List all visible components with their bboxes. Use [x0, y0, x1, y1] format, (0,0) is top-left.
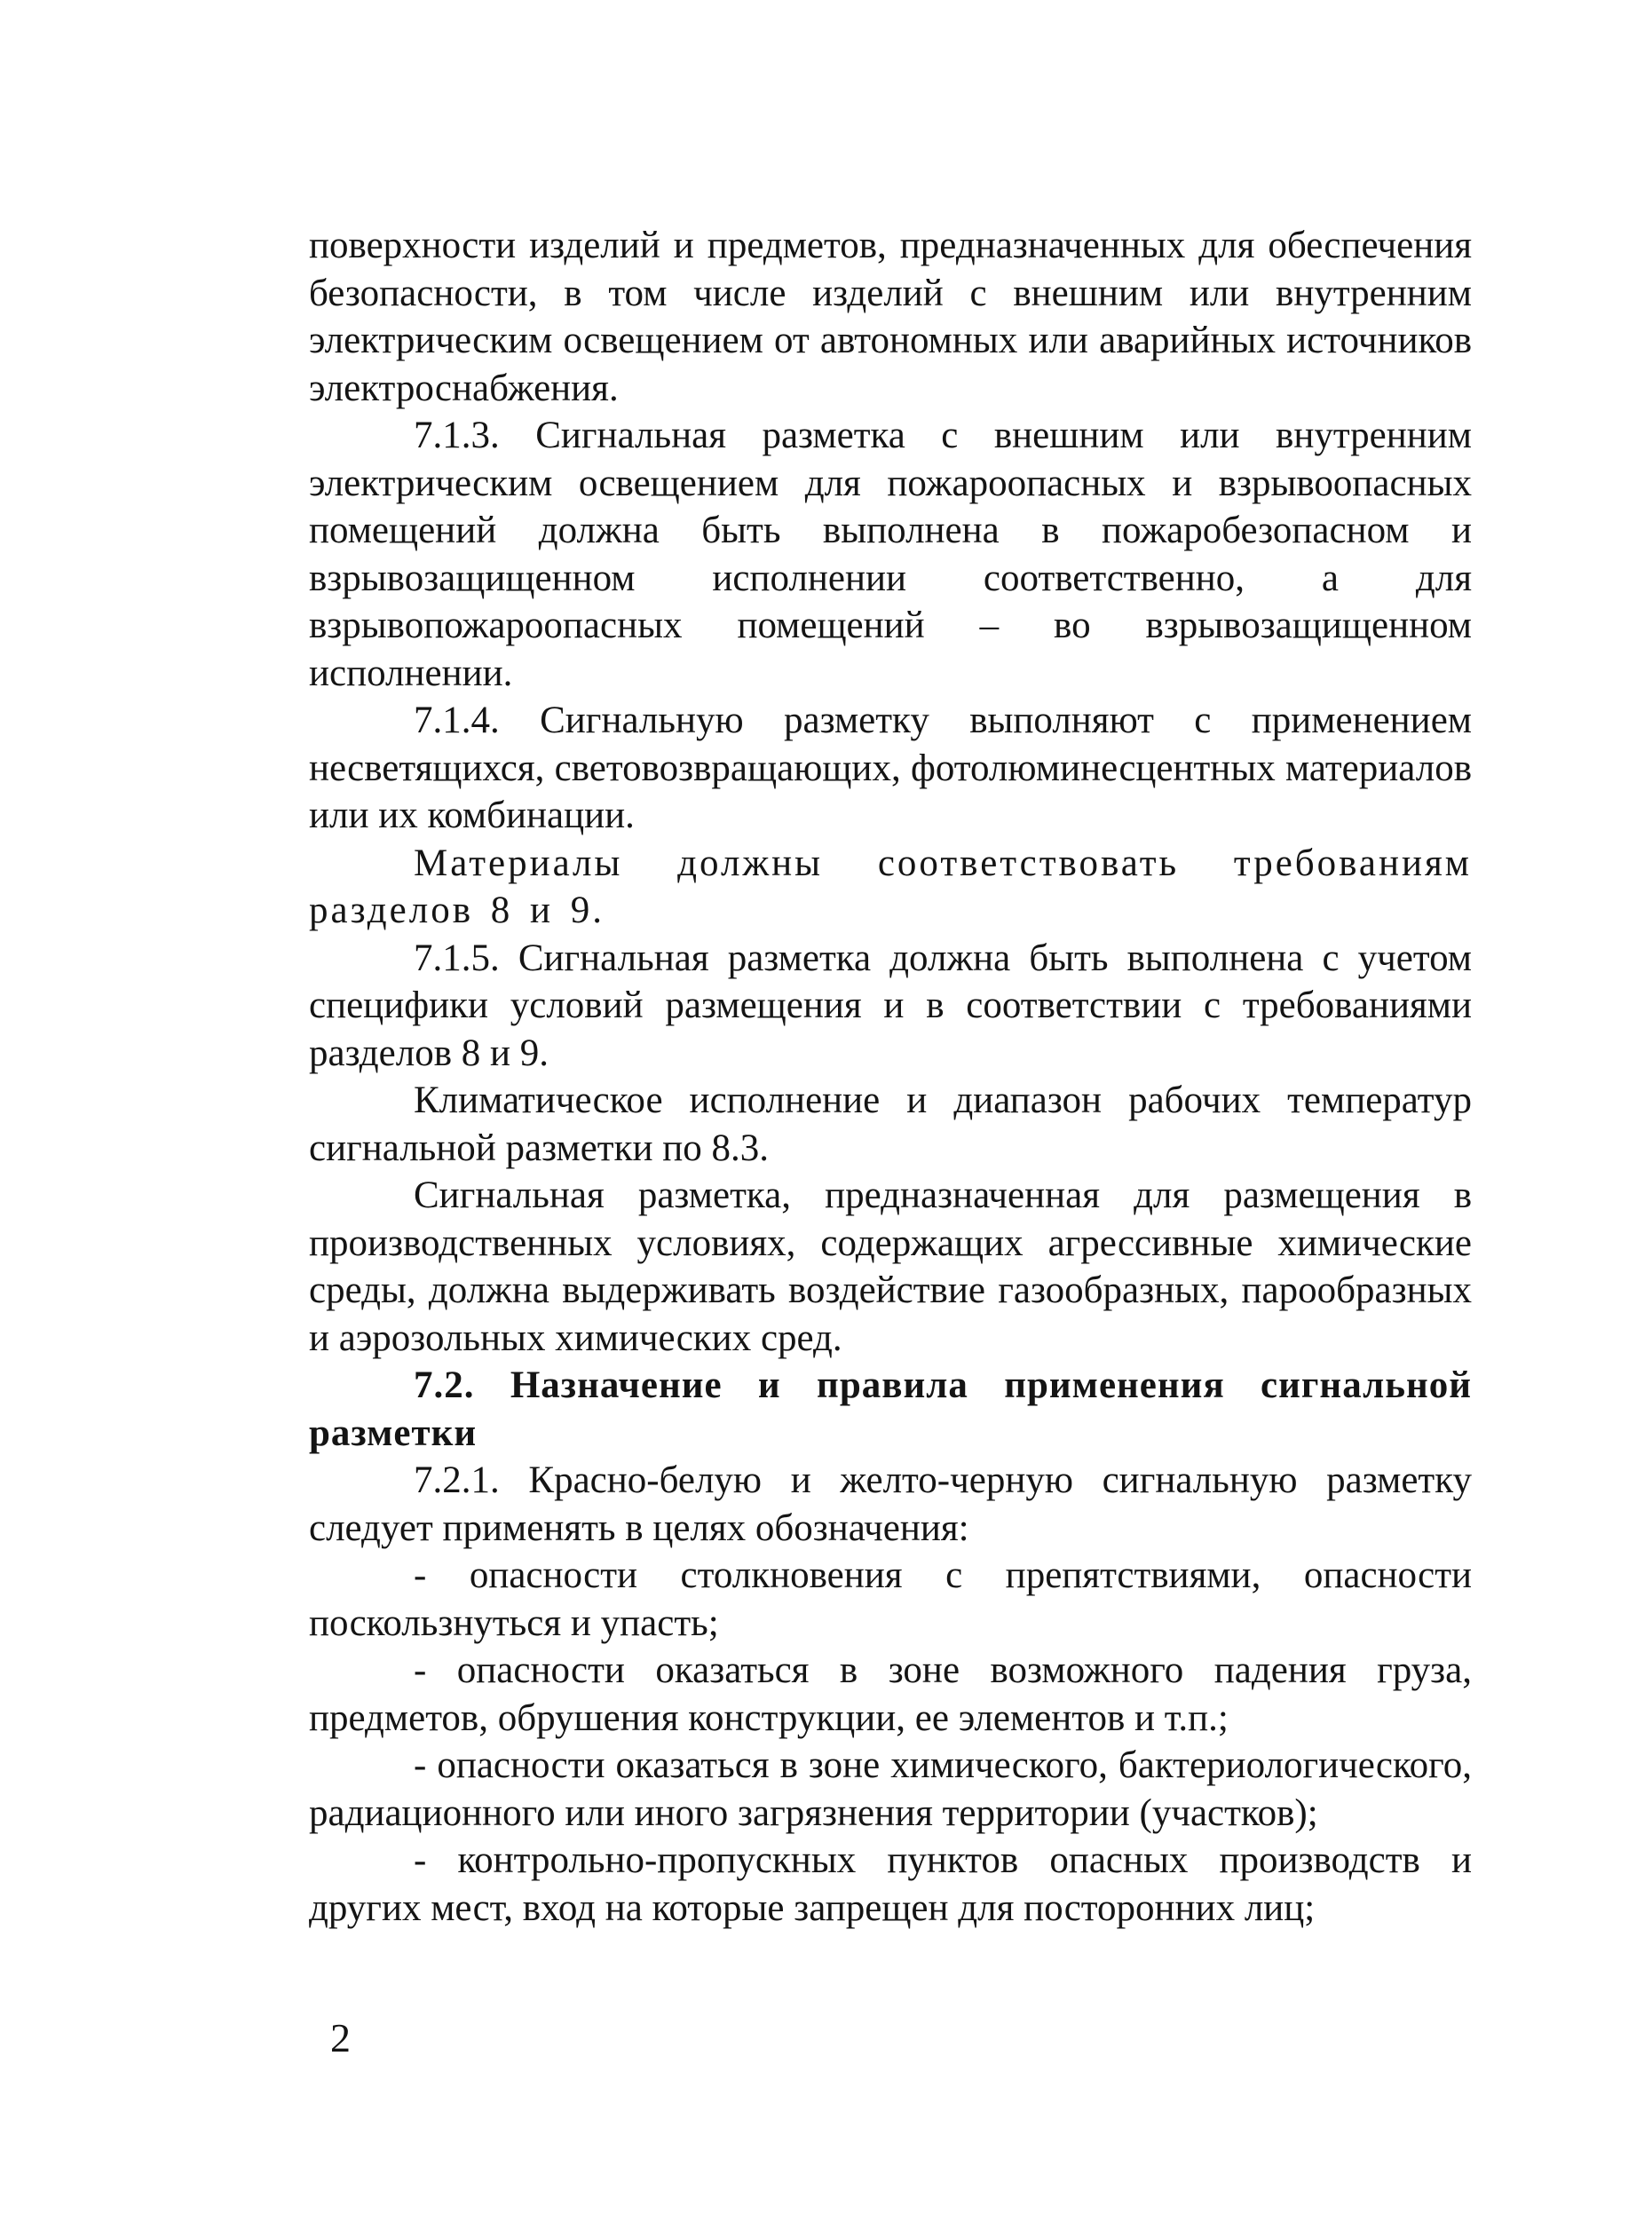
list-item: - опасности оказаться в зоне возможного падения груза, предметов, обрушения конструкции, ее элементов и т.п.;	[309, 1649, 1472, 1739]
page-number: 2	[330, 2015, 351, 2060]
paragraph-7-1-4: 7.1.4. Сигнальную разметку выполняют с применением несветящихся, световозвращающих, фотолюминесцентных материалов или их комбинации.	[309, 700, 1472, 836]
paragraph-climate: Климатическое исполнение и диапазон рабочих температур сигнальной разметки по 8.3.	[309, 1079, 1472, 1169]
list-item: - контрольно-пропускных пунктов опасных производств и других мест, вход на которые запрещен для посторонних лиц;	[309, 1839, 1472, 1929]
section-heading: 7.2. Назначение и правила применения сигнальной разметки	[309, 1364, 1472, 1454]
list-item: - опасности оказаться в зоне химического, бактериологического, радиационного или иного загрязнения территории (участков);	[309, 1744, 1472, 1834]
paragraph-continuation: поверхности изделий и предметов, предназначенных для обеспечения безопасности, в том числе изделий с внешним или внутренним электрическим освещением от автономных или аварийных источников электроснабжения.	[309, 225, 1472, 409]
paragraph-7-1-3: 7.1.3. Сигнальная разметка с внешним или внутренним электрическим освещением для пожароопасных и взрывоопасных помещений должна быть выполнена в пожаробезопасном и взрывозащищенном исполнении соответственно, а для взрывопожароопасных помещений – во взрывозащищенном исполнении.	[309, 415, 1472, 694]
paragraph-aggressive-media: Сигнальная разметка, предназначенная для размещения в производственных условиях, содержащих агрессивные химические среды, должна выдерживать воздействие газообразных, парообразных и аэрозольных химических сред.	[309, 1174, 1472, 1359]
document-page	[309, 222, 1472, 1932]
paragraph-7-2-1: 7.2.1. Красно-белую и желто-черную сигнальную разметку следует применять в целях обозначения:	[309, 1459, 1472, 1549]
paragraph-7-1-5: 7.1.5. Сигнальная разметка должна быть выполнена с учетом специфики условий размещения и в соответствии с требованиями разделов 8 и 9.	[309, 937, 1472, 1074]
list-item: - опасности столкновения с препятствиями, опасности поскользнуться и упасть;	[309, 1554, 1472, 1644]
paragraph-materials: Материалы должны соответствовать требованиям разделов 8 и 9.	[309, 842, 1472, 931]
